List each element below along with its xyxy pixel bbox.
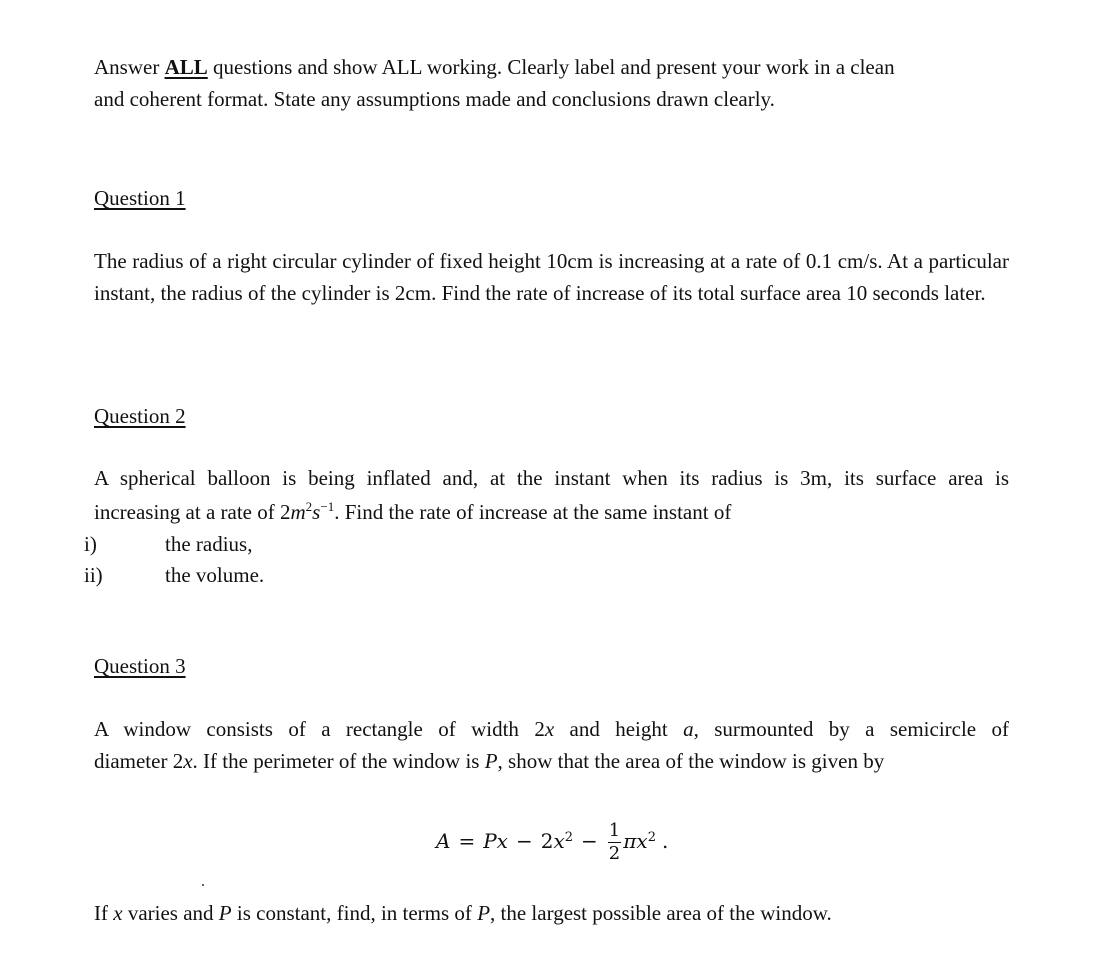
rate-value: 2 xyxy=(280,499,291,524)
stray-dot xyxy=(202,884,204,886)
rate-unit-s: s xyxy=(312,499,321,524)
instructions-emphasis: ALL xyxy=(164,55,208,79)
q3-text-a3: , surmounted by a semicircle of xyxy=(693,717,1009,741)
instructions-line-1 xyxy=(94,52,1009,84)
question-2-part-ii xyxy=(84,560,264,592)
question-2-text xyxy=(94,463,1009,526)
width-var: x xyxy=(544,717,555,741)
area-formula: A = Px − 2 x $^2$ − $\frac{1}{2}$ πx $^2$ . xyxy=(436,819,669,864)
formula-term-3: πx xyxy=(623,829,648,854)
formula-term-2-var: x xyxy=(553,829,565,854)
perim-var: P xyxy=(484,748,498,773)
rate-unit-s-exp: −1 xyxy=(320,498,335,514)
question-1-heading: Question 1 xyxy=(94,186,186,210)
rate-unit-m-exp: 2 xyxy=(305,498,313,514)
diam-coef: 2 xyxy=(172,748,184,773)
instructions-line1-rest: questions and show ALL working. Clearly label and present your work in a clean xyxy=(207,55,895,79)
fraction-numerator: 1 xyxy=(608,819,621,841)
part-label: ii) xyxy=(84,563,103,587)
question-3-final xyxy=(94,898,1009,930)
q2-text-pre: increasing at a rate of xyxy=(94,499,280,524)
question-2-line-1: A spherical balloon is being inflated and, at the instant when its radius is 3m, its surface area is xyxy=(94,466,1009,490)
part-text: the volume. xyxy=(165,563,265,587)
question-3-text xyxy=(94,714,1009,777)
q3-final-3: is constant, find, in terms of xyxy=(231,901,478,925)
formula-term-1: Px xyxy=(483,829,508,854)
question-3-heading: Question 3 xyxy=(94,654,186,678)
q3-final-x: x xyxy=(113,901,123,925)
question-2-part-i xyxy=(84,529,252,561)
part-text: the radius, xyxy=(165,532,253,556)
q3-text-a2: and height xyxy=(554,717,684,741)
q3-final-P: P xyxy=(218,901,232,925)
rate-unit-m: m xyxy=(290,499,306,524)
formula-minus-1: − xyxy=(515,829,533,854)
question-2-heading: Question 2 xyxy=(94,404,186,428)
q3-final-P2: P xyxy=(477,901,491,925)
formula-equals: = xyxy=(458,829,476,854)
q3-text-a1: A window consists of a rectangle of width xyxy=(94,717,535,741)
q3-text-b3: , show that the area of the window is given by xyxy=(497,748,885,773)
height-var: a xyxy=(683,717,694,741)
instructions xyxy=(94,52,1009,115)
instructions-line-2: and coherent format. State any assumptions made and conclusions drawn clearly. xyxy=(94,86,775,111)
q3-final-2: varies and xyxy=(122,901,219,925)
question-3-line-2 xyxy=(94,746,1009,778)
diam-var: x xyxy=(183,748,193,773)
q3-final-4: , the largest possible area of the window. xyxy=(490,901,832,925)
formula-minus-2: − xyxy=(581,829,598,854)
q2-text-post: . Find the rate of increase at the same instant of xyxy=(334,499,732,524)
question-1-text: The radius of a right circular cylinder of fixed height 10cm is increasing at a rate of 0.1 cm/s. At a particular instant, the radius of the cylinder is 2cm. Find the rate of increase of its total surface area 10 seconds later. xyxy=(94,249,1009,305)
formula-term-2-coef: 2 xyxy=(540,829,554,854)
question-2-line-2 xyxy=(94,497,1009,529)
formula-fraction xyxy=(608,820,621,865)
q3-text-b2: . If the perimeter of the window is xyxy=(192,748,485,773)
rate-expression xyxy=(280,500,334,524)
q3-final-1: If xyxy=(94,901,114,925)
part-label: i) xyxy=(84,532,97,556)
question-3-line-1 xyxy=(94,714,1009,746)
formula-lhs: A xyxy=(436,829,451,854)
formula-end: . xyxy=(661,829,669,854)
q3-text-b1: diameter xyxy=(94,748,173,773)
fraction-denominator: 2 xyxy=(608,842,621,864)
instructions-prefix: Answer xyxy=(94,55,165,79)
width-coef: 2 xyxy=(534,717,545,741)
